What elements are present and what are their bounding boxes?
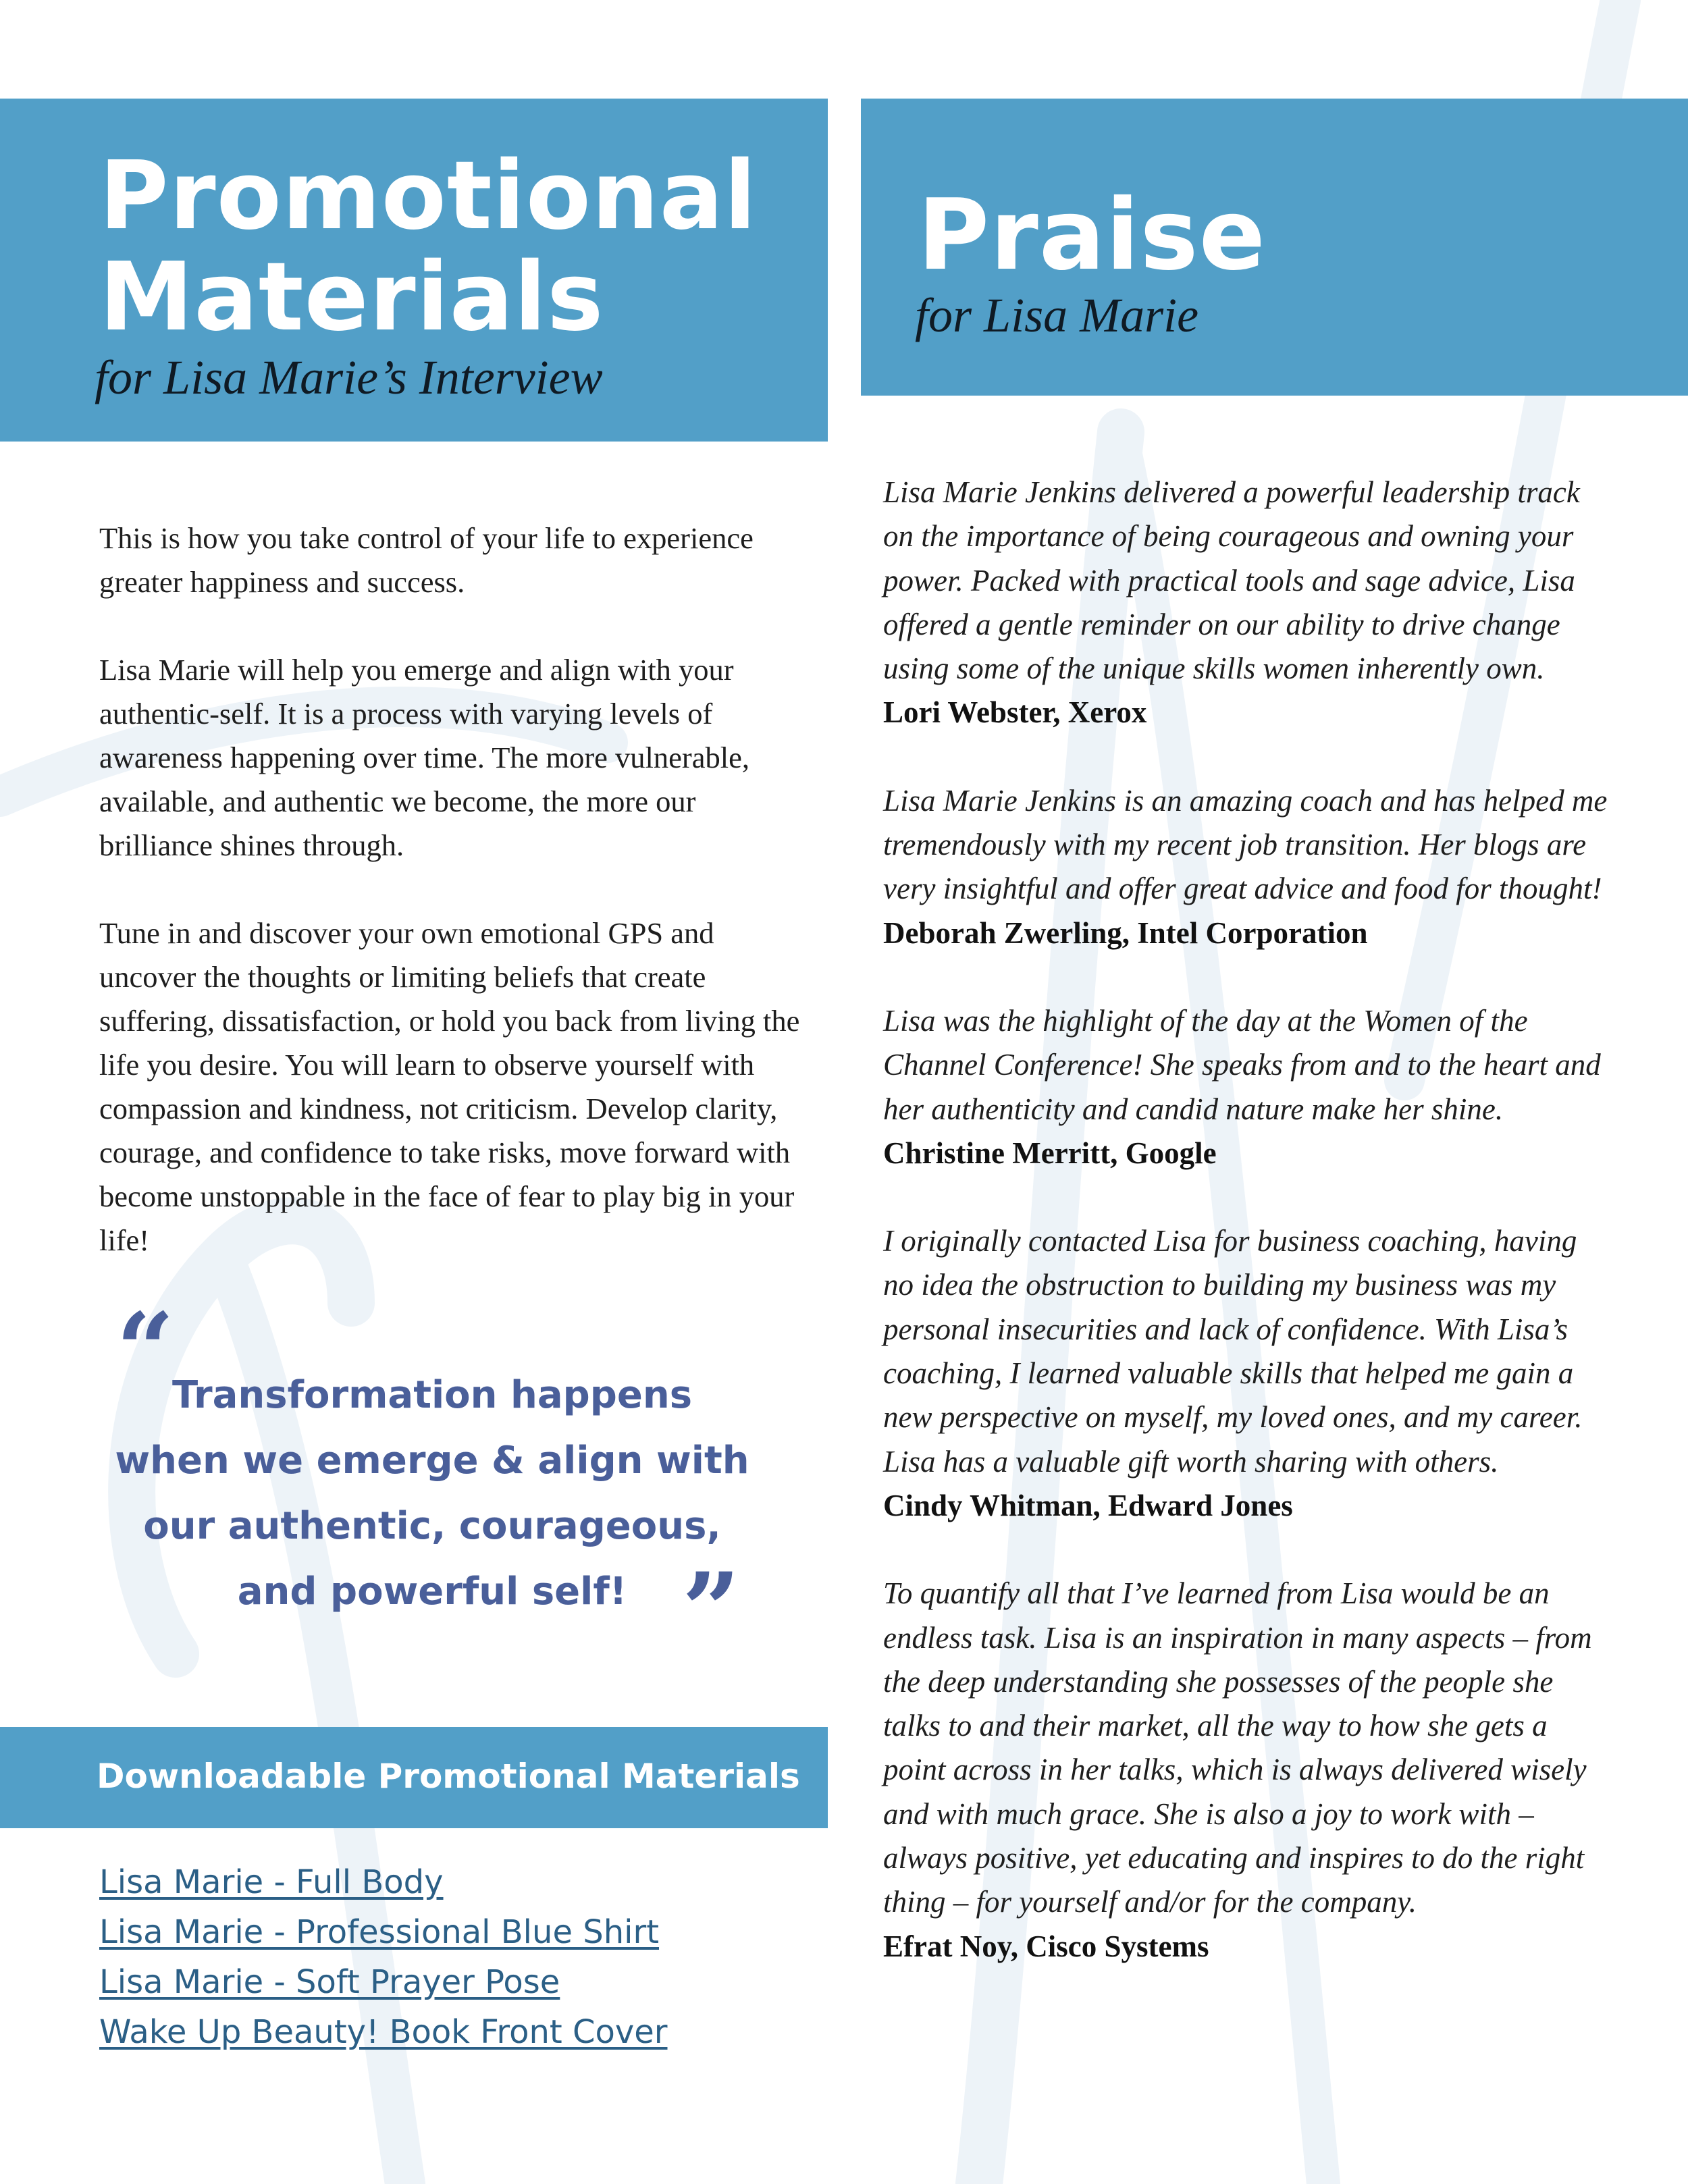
pull-quote — [88, 1362, 776, 1624]
intro-paragraph: Tune in and discover your own emotional GPS and uncover the thoughts or limiting beliefs that create suffering, dissatisfaction, or hold you back from living the life you desire. You will learn to observe yourself with compassion and kindness, not criticism. Develop clarity, courage, and confidence to take risks, move forward with become unstoppable in the face of fear to play big in your life! — [99, 916, 800, 1257]
close-quote-icon: ” — [682, 1551, 741, 1670]
pull-quote-line: and powerful self! — [237, 1570, 627, 1614]
download-link-book-cover[interactable]: Wake Up Beauty! Book Front Cover — [99, 2013, 668, 2051]
downloads-header-bar — [0, 1727, 828, 1828]
testimonial-author: Christine Merritt, Google — [883, 1136, 1217, 1170]
testimonial — [883, 1219, 1612, 1528]
praise-banner — [861, 99, 1688, 396]
downloads-list — [99, 1863, 668, 2063]
praise-title: Praise — [918, 178, 1266, 292]
testimonials-column — [883, 471, 1612, 2013]
open-quote-icon: “ — [116, 1291, 175, 1410]
testimonial-author: Efrat Noy, Cisco Systems — [883, 1929, 1209, 1963]
testimonial-quote: I originally contacted Lisa for business coaching, having no idea the obstruction to building my business was my personal insecurities and lack of confidence. With Lisa’s coaching, I learned valuable skills that helped me gain a new perspective on myself, my loved ones, and my career. Lisa has a valuable gift worth sharing with others. — [883, 1224, 1583, 1479]
download-link-prayer-pose[interactable]: Lisa Marie - Soft Prayer Pose — [99, 1963, 560, 2001]
intro-paragraph: Lisa Marie will help you emerge and align with your authentic-self. It is a process with varying levels of awareness happening over time. The more vulnerable, available, and authentic we become, the more our brilliance shines through. — [99, 653, 749, 862]
testimonial-quote: Lisa Marie Jenkins delivered a powerful leadership track on the importance of being courageous and owning your power. Packed with practical tools and sage advice, Lisa offered a gentle reminder on our ability to drive change using some of the unique skills women inherently own. — [883, 475, 1580, 686]
testimonial — [883, 999, 1612, 1175]
testimonial-quote: Lisa Marie Jenkins is an amazing coach and has helped me tremendously with my recent job transition. Her blogs are very insightful and offer great advice and food for thought! — [883, 783, 1608, 906]
testimonial-quote: Lisa was the highlight of the day at the Women of the Channel Conference! She speaks from and to the heart and her authenticity and candid nature make her shine. — [883, 1003, 1601, 1126]
pull-quote-line: when we emerge & align with — [115, 1439, 749, 1483]
testimonial-quote: To quantify all that I’ve learned from Lisa would be an endless task. Lisa is an inspiration in many aspects – from the deep understanding she possesses of the people she talks to and their market, all the way to how she gets a point across in her talks, which is always delivered wisely and with much grace. She is also a joy to work with – always positive, yet educating and inspires to do the right thing – for yourself and/or for the company. — [883, 1576, 1592, 1919]
pull-quote-line: our authentic, courageous, — [143, 1504, 721, 1548]
praise-subtitle: for Lisa Marie — [915, 288, 1199, 342]
testimonial — [883, 471, 1612, 735]
list-item — [99, 1913, 668, 1963]
testimonial-author: Lori Webster, Xerox — [883, 695, 1147, 730]
download-link-blue-shirt[interactable]: Lisa Marie - Professional Blue Shirt — [99, 1913, 660, 1951]
download-link-full-body[interactable]: Lisa Marie - Full Body — [99, 1863, 444, 1901]
page-title-line-1: Promotional — [99, 141, 758, 251]
testimonial — [883, 779, 1612, 955]
page-title-line-2: Materials — [99, 242, 604, 352]
list-item — [99, 2013, 668, 2063]
testimonial — [883, 1572, 1612, 1969]
list-item — [99, 1963, 668, 2013]
testimonial-author: Deborah Zwerling, Intel Corporation — [883, 915, 1368, 950]
list-item — [99, 1863, 668, 1913]
intro-paragraph: This is how you take control of your life to experience greater happiness and success. — [99, 521, 754, 599]
page-subtitle: for Lisa Marie’s Interview — [95, 350, 603, 404]
testimonial-author: Cindy Whitman, Edward Jones — [883, 1488, 1293, 1522]
downloads-heading: Downloadable Promotional Materials — [97, 1757, 800, 1796]
promotional-materials-banner — [0, 99, 828, 442]
pull-quote-line: Transformation happens — [172, 1373, 693, 1417]
